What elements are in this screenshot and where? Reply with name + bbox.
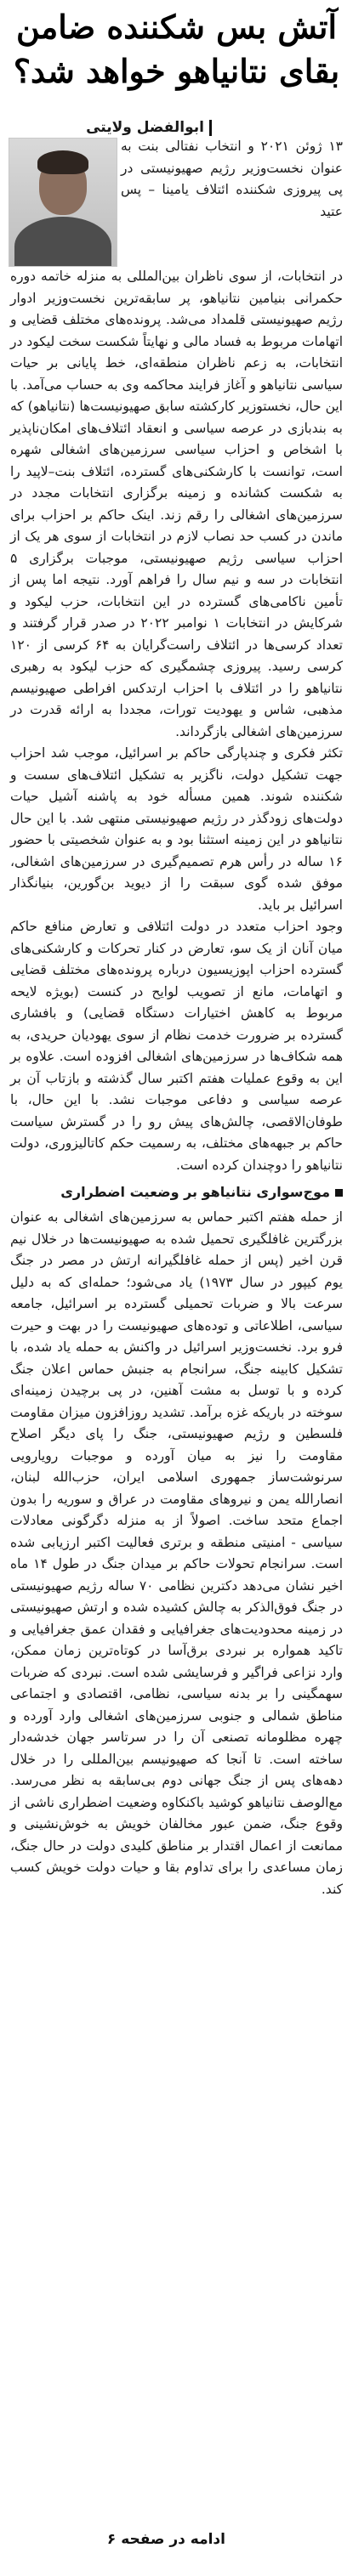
subheading (10, 1181, 343, 1203)
paragraph: در انتخابات، از سوی ناظران بین‌المللی به منزله خاتمه دوره حکمرانی بنیامین نتانیاهو، پر سابقه‌ترین نخست‌وزیر ادوار رژیم صهیونیستی قلمداد می‌شد. پرونده‌های مختلف قضایی و اتهامات مربوط به فساد مالی و نهایتاً شکست سخت لیکود در انتخابات، به زعم ناظران منطقه‌ای، خط پایانی بر حیات سیاسی نتانیاهو و آغاز فرایند محاکمه وی به حساب می‌آمد. با این حال، نخستوزیر کارکشته سابق صهیونیست‌ها (نتانیاهو) که به بندبازی در عرصه سیاسی و انعقاد ائتلاف‌های امکان‌ناپذیر با اشخاص و احزاب سیاسی سرزمین‌های اشغالی شهره است، توانست با کارشکنی‌های گسترده، ائتلاف بنت–لاپید را به شکست کشانده و زمینه برگزاری انتخابات مجدد در سرزمین‌های اشغالی را رقم زند. اینک حاکم بر احزاب برای ماندن در کسب حد نصاب لازم در انتخابات از سوی هر یک از احزاب سیاسی رژیم صهیونیستی، موجبات برگزاری ۵ انتخابات در سه و نیم سال را فراهم آورد. نتیجه اما پس از تأمین ناکامی‌های گسترده در این انتخابات، حزب لیکود و شرکایش در انتخابات ۱ نوامبر ۲۰۲۲ در صدر قرار گرفتند و تعداد کرسی‌ها در ائتلاف راست‌گرایان به ۶۴ کرسی از ۱۲۰ کرسی رسید. پیروزی چشمگیری که حزب لیکود به رهبری نتانیاهو را در ائتلاف با احزاب ارتدکس افراطی صهیونیسم مذهبی، شاس و یهودیت تورات، مجددا به ارائه قدرت در سرزمین‌های اشغالی بازگرداند. (10, 269, 344, 739)
continued-link[interactable]: ادامه در صفحه ۶ (106, 2531, 225, 2548)
author-name (86, 119, 212, 136)
square-bullet-icon (335, 1189, 343, 1197)
subheading-text: موج‌سواری نتانیاهو بر وضعیت اضطراری (60, 1184, 330, 1200)
byline-bar-icon (209, 120, 212, 136)
article-body (10, 136, 343, 1900)
lead-paragraph: ۱۳ ژوئن ۲۰۲۱ و انتخاب نفتالی بنت به عنوان نخست‌وزیر رژیم صهیونیستی در پی پیروزی شکننده ائتلاف یامینا – پس عتید (121, 139, 344, 219)
headline: آتش بس شکننده ضامن بقای نتانیاهو خواهد شد؟ (13, 8, 340, 90)
paragraph: تکثر فکری و چندپارگی حاکم بر اسرائیل، موجب شد احزاب جهت تشکیل دولت، ناگزیر به تشکیل ائتلاف‌های سست و شکننده شوند. همین مسأله خود به پاشنه آشیل حیات دولت‌های زودگذر در رژیم صهیونیستی منتهی شد. با این حال نتانیاهو در این زمینه استثنا بود و به عنوان شخصیتی با حضور ۱۶ ساله در رأس هرم تصمیم‌گیری در سرزمین‌های اشغالی، موفق شده گوی سبقت را از دیوید بن‌گورین، بنیانگذار اسرائیل بر باید. (10, 745, 343, 913)
author-label: ابوالفضل ولایتی (86, 119, 204, 136)
paragraph: وجود احزاب متعدد در دولت ائتلافی و تعارض منافع حاکم میان آنان از یک سو، تعارض در کنار تحرکات و کارشکنی‌های گسترده احزاب اپوزیسیون درباره پرونده‌های مختلف قضایی و اتهامات، مانع از تصویب لوایح در کنست (بویژه لایحه مربوط به کاهش اختیارات دستگاه قضایی) و بافشاری گسترده بر ضرورت خدمت نظام از سوی یهودیان حریدی، به همه شکاف‌ها در سرزمین‌های اشغالی افزوده است. علاوه بر این به وقوع عملیات هفتم اکتبر سال گذشته و بازتاب آن بر عرصه سیاسی و دفاعی موجبات نشد. با این حال، با طوفان‌الاقصی، چالش‌های پیش رو را در گسترش سیاست حاکم بر جبهه‌های مختلف، به رسمیت حکم کاتالیزوری، دولت نتانیاهو را دوچندان کرده است. (10, 919, 343, 1173)
paragraph: از حمله هفتم اکتبر حماس به سرزمین‌های اشغالی به عنوان بزرگترین غافلگیری تحمیل شده به صهیونیست‌ها در خلال نیم قرن اخیر (پس از حمله غافلگیرانه ارتش در مصر در جنگ یوم کیپور در سال ۱۹۷۳) یاد می‌شود؛ حمله‌ای که به دلیل سرعت بالا و ضربات تحمیلی گسترده بر اسرائیل، جامعه سیاسی، اطلاعاتی و توده‌های صهیونیست را در بهت و حیرت فرو برد. نخست‌وزیر اسرائیل در واکنش به حمله یاد شده، با تشکیل کابینه جنگ، سرانجام به جنبش حماس اعلان جنگ کرده و با توسل به مشت آهنین، در پی برچیدن زمینه‌ای سوخته در باریکه غزه برآمد. تشدید روزافزون میزان مقاومت فلسطین و رژیم صهیونیستی، جنگ را پای دیگر اصلاح مقاومت را نیز به میان آورده و موجبات رویارویی سرنوشت‌ساز جمهوری اسلامی ایران، حزب‌الله لبنان، انصارالله یمن و نیروهای مقاومت در عراق و سوریه را بدون اجماع متحد ساخت. اصولاً از به منزله دگرگونی معادلات سیاسی - امنیتی منطقه و برتری فعالیت اکتبر ارزیابی شده است. سرانجام تحولات حاکم بر میدان جنگ در طول ۱۴ ماه اخیر نشان می‌دهد دکترین نظامی ۷۰ ساله رژیم صهیونیستی در جنگ فوق‌الذکر به چالش کشیده شده و ارتش صهیونیستی در زمینه محدودیت‌های جغرافیایی و فقدان عمق جغرافیایی و تاکید همواره بر نبردی برق‌آسا در کوتاه‌ترین زمان ممکن، وارد نزاعی فراگیر و فرسایشی شده است. نبردی که ضربات سهمگینی را بر بدنه سیاسی، نظامی، اقتصادی و اجتماعی مناطق شمالی و جنوبی سرزمین‌های اشغالی وارد آورده و چهره مظلومانه تصنعی آن را در سرتاسر جهان خدشه‌دار ساخته است. تا آنجا که صهیونیسم بین‌المللی را در خلال دهه‌های پس از جنگ جهانی دوم بی‌سابقه به نظر می‌رسد. مع‌الوصف نتانیاهو کوشید باکنکاوه وضعیت اضطراری ناشی از وقوع جنگ، ضمن عبور مخالفان خویش به خوش‌نشینی و ممانعت از اعمال اقتدار بر مناطق کلیدی دولت در حال جنگ، زمان مساعدی را برای تداوم بقا و حیات دولت خویش کسب کند. (10, 1209, 344, 1897)
